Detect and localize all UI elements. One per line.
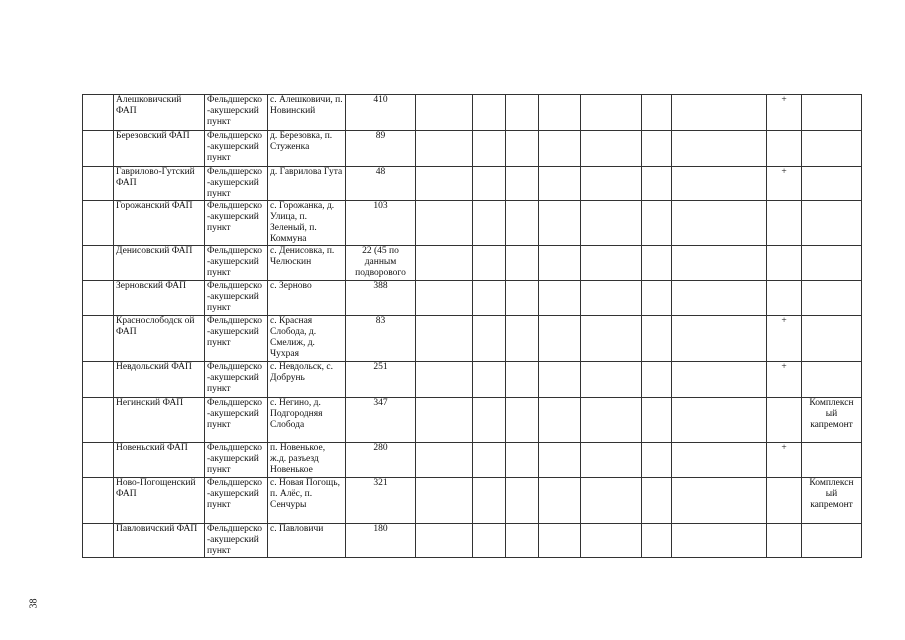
- empty-cell: [642, 478, 672, 524]
- empty-cell: [506, 131, 539, 167]
- empty-cell: [473, 131, 506, 167]
- empty-cell: [581, 95, 642, 131]
- row-index-cell: [83, 362, 114, 398]
- empty-cell: [672, 443, 767, 478]
- plus-mark-cell: +: [767, 443, 802, 478]
- empty-cell: [416, 246, 473, 281]
- population-cell: 280: [346, 443, 416, 478]
- locality-cell: с. Негино, д. Подгородняя Слобода: [268, 398, 346, 443]
- empty-cell: [581, 281, 642, 316]
- empty-cell: [642, 281, 672, 316]
- empty-cell: [416, 478, 473, 524]
- facility-name-cell: Краснослободск ой ФАП: [114, 316, 205, 362]
- locality-cell: с. Красная Слобода, д. Смелиж, д. Чухрая: [268, 316, 346, 362]
- empty-cell: [581, 362, 642, 398]
- empty-cell: [506, 362, 539, 398]
- facility-name-cell: Павловичский ФАП: [114, 524, 205, 558]
- empty-cell: [672, 524, 767, 558]
- empty-cell: [416, 131, 473, 167]
- empty-cell: [539, 95, 581, 131]
- table-row: [83, 95, 862, 131]
- empty-cell: [672, 398, 767, 443]
- empty-cell: [506, 443, 539, 478]
- population-cell: 180: [346, 524, 416, 558]
- row-index-cell: [83, 443, 114, 478]
- empty-cell: [506, 281, 539, 316]
- plus-mark-cell: [767, 201, 802, 246]
- facility-type-cell: Фельдшерско -акушерский пункт: [205, 478, 268, 524]
- page-number: 38: [28, 598, 40, 609]
- empty-cell: [539, 362, 581, 398]
- plus-mark-cell: +: [767, 316, 802, 362]
- empty-cell: [473, 524, 506, 558]
- facility-type-cell: Фельдшерско -акушерский пункт: [205, 281, 268, 316]
- population-cell: 410: [346, 95, 416, 131]
- empty-cell: [473, 201, 506, 246]
- empty-cell: [473, 281, 506, 316]
- note-cell: [802, 131, 862, 167]
- facility-type-cell: Фельдшерско -акушерский пункт: [205, 316, 268, 362]
- empty-cell: [416, 362, 473, 398]
- empty-cell: [642, 131, 672, 167]
- note-cell: [802, 167, 862, 201]
- table-row: [83, 362, 862, 398]
- row-index-cell: [83, 201, 114, 246]
- facility-type-cell: Фельдшерско -акушерский пункт: [205, 131, 268, 167]
- locality-cell: с. Денисовка, п. Челюскин: [268, 246, 346, 281]
- empty-cell: [473, 398, 506, 443]
- empty-cell: [581, 524, 642, 558]
- row-index-cell: [83, 478, 114, 524]
- empty-cell: [539, 524, 581, 558]
- plus-mark-cell: [767, 281, 802, 316]
- empty-cell: [473, 167, 506, 201]
- empty-cell: [539, 131, 581, 167]
- empty-cell: [539, 398, 581, 443]
- facility-name-cell: Гаврилово-Гутский ФАП: [114, 167, 205, 201]
- empty-cell: [416, 95, 473, 131]
- plus-mark-cell: +: [767, 167, 802, 201]
- empty-cell: [581, 167, 642, 201]
- locality-cell: п. Новенькое, ж.д. разъезд Новенькое: [268, 443, 346, 478]
- facility-type-cell: Фельдшерско -акушерский пункт: [205, 524, 268, 558]
- empty-cell: [581, 443, 642, 478]
- empty-cell: [416, 316, 473, 362]
- plus-mark-cell: [767, 524, 802, 558]
- population-cell: 251: [346, 362, 416, 398]
- facility-type-cell: Фельдшерско -акушерский пункт: [205, 362, 268, 398]
- note-cell: Комплексн ый капремонт: [802, 398, 862, 443]
- facility-name-cell: Новеньский ФАП: [114, 443, 205, 478]
- facility-name-cell: Горожанский ФАП: [114, 201, 205, 246]
- empty-cell: [672, 316, 767, 362]
- population-cell: 89: [346, 131, 416, 167]
- plus-mark-cell: +: [767, 95, 802, 131]
- empty-cell: [506, 95, 539, 131]
- population-cell: 103: [346, 201, 416, 246]
- table-row: [83, 443, 862, 478]
- empty-cell: [642, 167, 672, 201]
- facility-type-cell: Фельдшерско -акушерский пункт: [205, 246, 268, 281]
- empty-cell: [506, 478, 539, 524]
- population-cell: 347: [346, 398, 416, 443]
- empty-cell: [581, 201, 642, 246]
- empty-cell: [581, 478, 642, 524]
- note-cell: [802, 201, 862, 246]
- facility-name-cell: Невдольский ФАП: [114, 362, 205, 398]
- facility-name-cell: Алешковичский ФАП: [114, 95, 205, 131]
- empty-cell: [506, 524, 539, 558]
- population-cell: 321: [346, 478, 416, 524]
- empty-cell: [416, 524, 473, 558]
- empty-cell: [642, 201, 672, 246]
- facility-type-cell: Фельдшерско -акушерский пункт: [205, 95, 268, 131]
- row-index-cell: [83, 316, 114, 362]
- empty-cell: [642, 443, 672, 478]
- table-row: [83, 478, 862, 524]
- locality-cell: с. Невдольск, с. Добрунь: [268, 362, 346, 398]
- facility-name-cell: Денисовский ФАП: [114, 246, 205, 281]
- table-row: [83, 281, 862, 316]
- facilities-table: [82, 94, 862, 558]
- empty-cell: [416, 167, 473, 201]
- empty-cell: [672, 246, 767, 281]
- row-index-cell: [83, 281, 114, 316]
- empty-cell: [581, 316, 642, 362]
- empty-cell: [581, 398, 642, 443]
- table-row: [83, 131, 862, 167]
- empty-cell: [642, 362, 672, 398]
- note-cell: [802, 281, 862, 316]
- empty-cell: [642, 246, 672, 281]
- empty-cell: [539, 478, 581, 524]
- facility-name-cell: Негинский ФАП: [114, 398, 205, 443]
- empty-cell: [642, 524, 672, 558]
- row-index-cell: [83, 524, 114, 558]
- empty-cell: [672, 281, 767, 316]
- table-row: [83, 201, 862, 246]
- table-row: [83, 316, 862, 362]
- empty-cell: [506, 201, 539, 246]
- empty-cell: [672, 201, 767, 246]
- empty-cell: [473, 362, 506, 398]
- note-cell: [802, 95, 862, 131]
- empty-cell: [473, 246, 506, 281]
- facility-type-cell: Фельдшерско -акушерский пункт: [205, 201, 268, 246]
- note-cell: [802, 443, 862, 478]
- empty-cell: [581, 131, 642, 167]
- population-cell: 48: [346, 167, 416, 201]
- empty-cell: [539, 201, 581, 246]
- empty-cell: [672, 95, 767, 131]
- population-cell: 83: [346, 316, 416, 362]
- facility-type-cell: Фельдшерско -акушерский пункт: [205, 443, 268, 478]
- row-index-cell: [83, 131, 114, 167]
- locality-cell: с. Павловичи: [268, 524, 346, 558]
- locality-cell: д. Березовка, п. Стуженка: [268, 131, 346, 167]
- locality-cell: с. Зерново: [268, 281, 346, 316]
- row-index-cell: [83, 95, 114, 131]
- locality-cell: с. Новая Погощь, п. Алёс, п. Сенчуры: [268, 478, 346, 524]
- facility-type-cell: Фельдшерско -акушерский пункт: [205, 167, 268, 201]
- empty-cell: [539, 167, 581, 201]
- plus-mark-cell: [767, 246, 802, 281]
- table-row: [83, 246, 862, 281]
- plus-mark-cell: [767, 478, 802, 524]
- empty-cell: [473, 443, 506, 478]
- empty-cell: [672, 478, 767, 524]
- facility-type-cell: Фельдшерско -акушерский пункт: [205, 398, 268, 443]
- empty-cell: [672, 362, 767, 398]
- row-index-cell: [83, 398, 114, 443]
- empty-cell: [416, 201, 473, 246]
- empty-cell: [539, 443, 581, 478]
- locality-cell: с. Алешковичи, п. Новинский: [268, 95, 346, 131]
- locality-cell: д. Гаврилова Гута: [268, 167, 346, 201]
- table-row: [83, 398, 862, 443]
- row-index-cell: [83, 167, 114, 201]
- empty-cell: [506, 398, 539, 443]
- empty-cell: [473, 478, 506, 524]
- empty-cell: [506, 246, 539, 281]
- empty-cell: [581, 246, 642, 281]
- empty-cell: [506, 167, 539, 201]
- table-row: [83, 167, 862, 201]
- facility-name-cell: Зерновский ФАП: [114, 281, 205, 316]
- plus-mark-cell: [767, 131, 802, 167]
- row-index-cell: [83, 246, 114, 281]
- empty-cell: [416, 398, 473, 443]
- note-cell: Комплексн ый капремонт: [802, 478, 862, 524]
- empty-cell: [473, 316, 506, 362]
- empty-cell: [506, 316, 539, 362]
- empty-cell: [416, 281, 473, 316]
- empty-cell: [672, 167, 767, 201]
- note-cell: [802, 316, 862, 362]
- table-row: [83, 524, 862, 558]
- empty-cell: [539, 316, 581, 362]
- note-cell: [802, 524, 862, 558]
- population-cell: 22 (45 по данным подворового: [346, 246, 416, 281]
- facilities-table-body: [83, 95, 862, 558]
- note-cell: [802, 246, 862, 281]
- facility-name-cell: Березовский ФАП: [114, 131, 205, 167]
- empty-cell: [642, 316, 672, 362]
- empty-cell: [642, 398, 672, 443]
- facility-name-cell: Ново-Погощенский ФАП: [114, 478, 205, 524]
- plus-mark-cell: [767, 398, 802, 443]
- empty-cell: [473, 95, 506, 131]
- plus-mark-cell: +: [767, 362, 802, 398]
- empty-cell: [416, 443, 473, 478]
- locality-cell: с. Горожанка, д. Улица, п. Зеленый, п. Коммуна: [268, 201, 346, 246]
- empty-cell: [642, 95, 672, 131]
- empty-cell: [672, 131, 767, 167]
- note-cell: [802, 362, 862, 398]
- population-cell: 388: [346, 281, 416, 316]
- empty-cell: [539, 281, 581, 316]
- empty-cell: [539, 246, 581, 281]
